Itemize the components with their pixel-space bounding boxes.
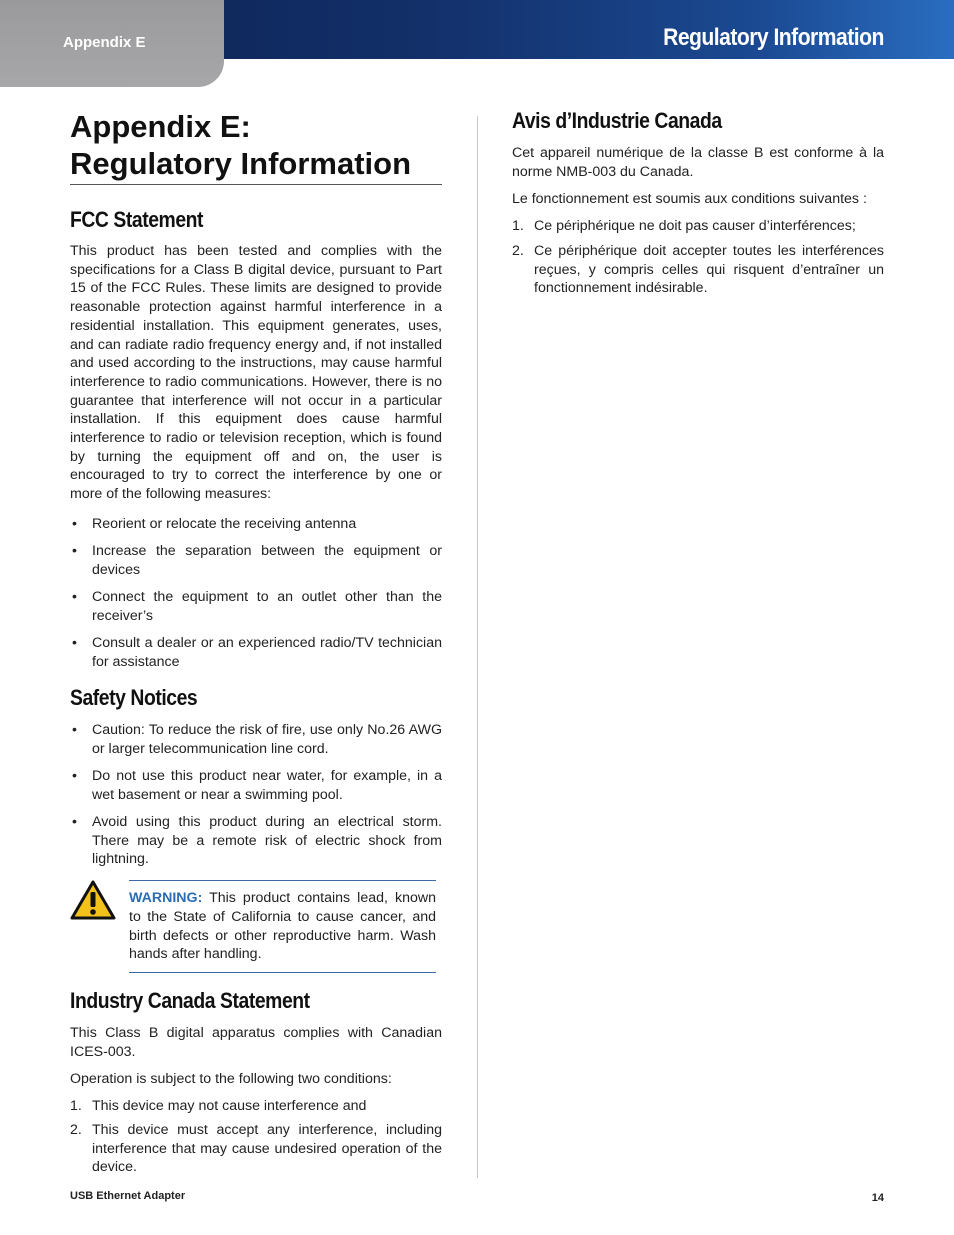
- industry-canada-body: This Class B digital apparatus complies with Canadian ICES-003.: [70, 1025, 442, 1060]
- safety-heading: Safety Notices: [70, 685, 198, 711]
- fcc-heading: FCC Statement: [70, 207, 204, 232]
- list-item: [70, 1121, 442, 1177]
- page-title: [70, 108, 442, 185]
- page-title-line1: Appendix E:: [70, 109, 251, 144]
- header-title: Regulatory Information: [663, 24, 884, 51]
- industry-canada-conditions-list: [70, 1097, 442, 1177]
- warning-triangle-icon: [70, 880, 116, 920]
- list-number: 1.: [70, 1098, 82, 1115]
- list-text: Ce périphérique ne doit pas causer d’interférences;: [534, 218, 856, 235]
- list-item: • Reorient or relocate the receiving antenna: [70, 515, 442, 534]
- avis-heading: Avis d’Industrie Canada: [512, 108, 722, 133]
- fcc-body: This product has been tested and complies with the specifications for a Class B digital device, pursuant to Part 15 of the FCC Rules. These limits are designed to provide reasonable protection against harmful interference in a residential installation. This equipment generates, uses, and can radiate radio frequency energy and, if not installed and used according to the instructions, may cause harmful interference to radio communications. However, there is no guarantee that interference will not occur in a particular installation. If this equipment does cause harmful interference to radio or television reception, which is found by turning the equipment off and on, the user is encouraged to try to correct the interference by one or more of the following measures:: [70, 243, 442, 503]
- avis-conditions-intro: Le fonctionnement est soumis aux conditions suivantes :: [512, 190, 867, 207]
- list-item: • Avoid using this product during an electrical storm. There may be a remote risk of electric shock from lightning.: [70, 813, 442, 869]
- left-column: [70, 108, 442, 1186]
- list-item: • Do not use this product near water, for example, in a wet basement or near a swimming pool.: [70, 767, 442, 804]
- list-item: • Caution: To reduce the risk of fire, use only No.26 AWG or larger telecommunication line cord.: [70, 721, 442, 758]
- column-divider: [477, 116, 478, 1178]
- page-title-line2: Regulatory Information: [70, 146, 412, 181]
- list-number: 1.: [512, 218, 524, 235]
- industry-canada-conditions-intro: Operation is subject to the following two conditions:: [70, 1071, 392, 1088]
- list-item: • Increase the separation between the equipment or devices: [70, 542, 442, 579]
- header-tab-label: Appendix E: [63, 34, 146, 51]
- warning-box: [129, 880, 436, 973]
- warning-notice: [70, 880, 442, 972]
- list-item: [512, 242, 884, 298]
- list-item: • Consult a dealer or an experienced radio/TV technician for assistance: [70, 634, 442, 671]
- list-item: • Connect the equipment to an outlet other than the receiver’s: [70, 588, 442, 625]
- list-text: This device must accept any interference, including interference that may cause undesired operation of the device.: [92, 1122, 442, 1176]
- right-column: [512, 108, 884, 306]
- safety-list: [70, 721, 442, 869]
- avis-conditions-list: [512, 217, 884, 298]
- list-number: 2.: [70, 1122, 82, 1138]
- fcc-measures-list: [70, 515, 442, 671]
- footer-product-name: USB Ethernet Adapter: [70, 1190, 186, 1202]
- list-text: Ce périphérique doit accepter toutes les interférences reçues, y compris celles qui risquent d’entraîner un fonctionnement indésirable.: [534, 242, 884, 297]
- warning-body: This product contains lead, known to the State of California to cause cancer, and birth defects or other reproductive harm. Wash hands after handling.: [129, 890, 436, 963]
- header-section-tab: [0, 0, 224, 87]
- list-text: This device may not cause interference and: [92, 1098, 367, 1115]
- industry-canada-heading: Industry Canada Statement: [70, 988, 310, 1014]
- list-number: 2.: [512, 242, 524, 259]
- footer-page-number: 14: [871, 1192, 884, 1204]
- avis-body: Cet appareil numérique de la classe B est conforme à la norme NMB-003 du Canada.: [512, 145, 884, 180]
- list-item: [70, 1097, 442, 1116]
- warning-text: [129, 889, 436, 964]
- list-item: [512, 217, 884, 236]
- warning-label: WARNING:: [129, 890, 203, 907]
